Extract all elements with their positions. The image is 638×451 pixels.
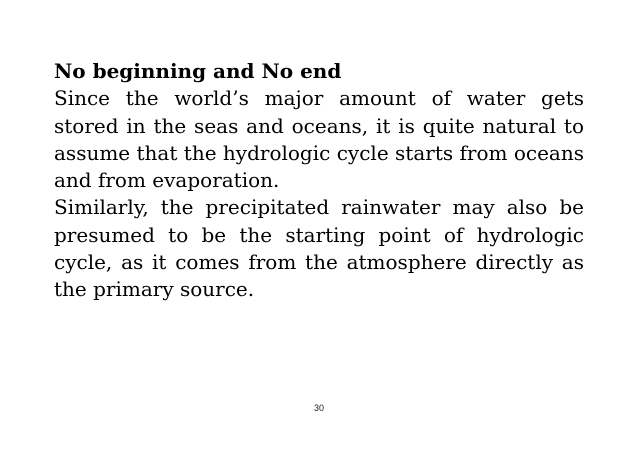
paragraph-evaporation: Since the world’s major amount of water gets stored in the seas and oceans, it is quite natural to assume that the hydrologic cycle starts from oceans and from evaporation.: [54, 86, 584, 193]
section-heading: No beginning and No end: [54, 59, 342, 83]
page-number: 30: [313, 403, 324, 413]
paragraph-precipitation: Similarly, the precipitated rainwater may also be presumed to be the starting point of hydrologic cycle, as it comes from the atmosphere directly as the primary source.: [54, 195, 584, 302]
text-block: [54, 58, 584, 304]
